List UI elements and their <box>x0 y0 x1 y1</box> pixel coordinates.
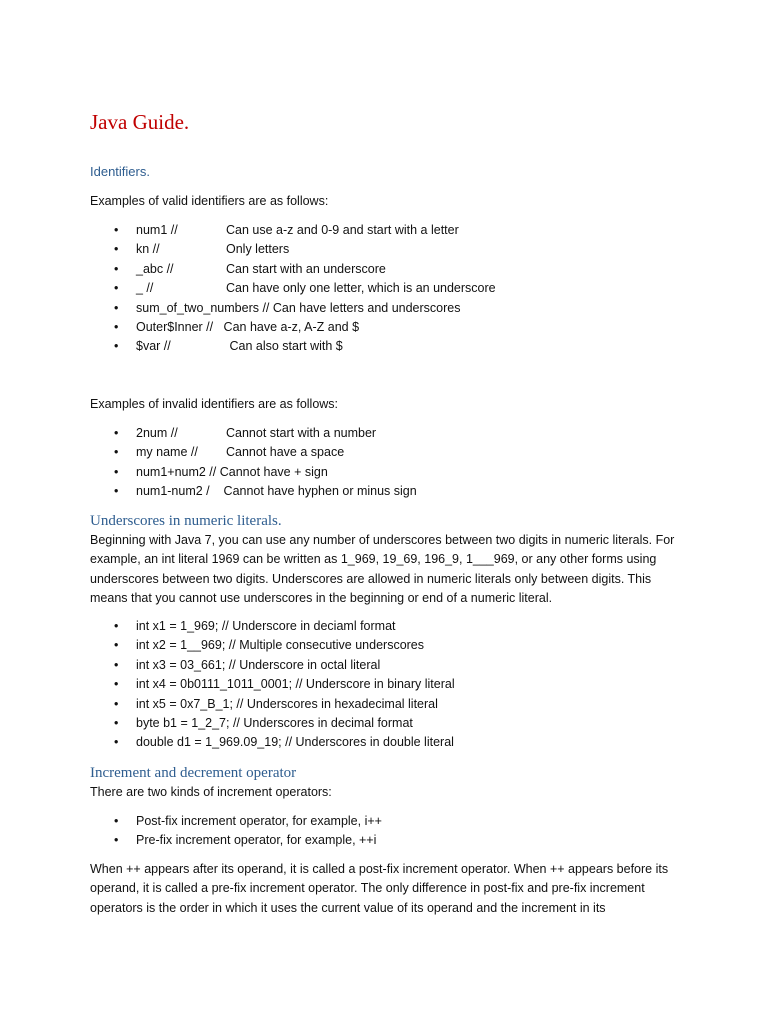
list-item: • int x5 = 0x7_B_1; // Underscores in hexadecimal literal <box>114 696 438 711</box>
list-item: • sum_of_two_numbers // Can have letters and underscores <box>114 300 461 315</box>
list-item: • _ // Can have only one letter, which is an underscore <box>114 281 496 296</box>
underscores-paragraph: Beginning with Java 7, you can use any number of underscores between two digits in numeric literals. For example, an int literal 1969 can be written as 1_969, 19_69, 196_9, 1___969, or any other forms using underscores between two digits. Underscores are allowed in numeric literals only between digits. This means that you cannot use underscores in the beginning or end of a numeric literal. <box>90 533 675 606</box>
invalid-identifiers-list <box>114 424 417 502</box>
list-item: • int x3 = 03_661; // Underscore in octal literal <box>114 657 381 672</box>
list-item: • num1-num2 / Cannot have hyphen or minus sign <box>114 484 417 499</box>
list-item: • Post-fix increment operator, for example, i++ <box>114 814 382 828</box>
list-item: • int x4 = 0b0111_1011_0001; // Underscore in binary literal <box>114 677 455 692</box>
underscores-heading: Underscores in numeric literals. <box>90 513 282 529</box>
list-item: • Pre-fix increment operator, for example, ++i <box>114 833 377 848</box>
page-title: Java Guide. <box>90 110 190 134</box>
numeric-literal-examples-list <box>114 617 455 753</box>
list-item: • double d1 = 1_969.09_19; // Underscores in double literal <box>114 735 454 750</box>
increment-heading: Increment and decrement operator <box>90 765 297 781</box>
list-item: • _abc // Can start with an underscore <box>114 261 386 276</box>
list-item: • my name // Cannot have a space <box>114 445 345 460</box>
invalid-intro: Examples of invalid identifiers are as follows: <box>90 397 339 411</box>
list-item: • int x1 = 1_969; // Underscore in deciaml format <box>114 619 396 633</box>
list-item: • num1 // Can use a-z and 0-9 and start with a letter <box>114 223 459 237</box>
valid-identifiers-list <box>114 221 496 357</box>
valid-intro: Examples of valid identifiers are as follows: <box>90 194 329 208</box>
list-item: • num1+num2 // Cannot have + sign <box>114 464 328 479</box>
identifiers-heading: Identifiers. <box>90 164 150 179</box>
list-item: • 2num // Cannot start with a number <box>114 426 377 440</box>
list-item: • byte b1 = 1_2_7; // Underscores in decimal format <box>114 715 413 730</box>
increment-intro: There are two kinds of increment operators: <box>90 785 332 799</box>
list-item: • int x2 = 1__969; // Multiple consecutive underscores <box>114 638 425 653</box>
list-item: • Outer$Inner // Can have a-z, A-Z and $ <box>114 319 360 334</box>
list-item: • $var // Can also start with $ <box>114 339 343 354</box>
list-item: • kn // Only letters <box>114 242 290 257</box>
increment-kinds-list <box>114 812 382 851</box>
increment-paragraph: When ++ appears after its operand, it is called a post-fix increment operator. When ++ appears before its operand, it is called a pre-fix increment operator. The only difference in post-fix and pre-fix increment operators is the order in which it uses the current value of its operand and the increment in its <box>90 862 669 915</box>
